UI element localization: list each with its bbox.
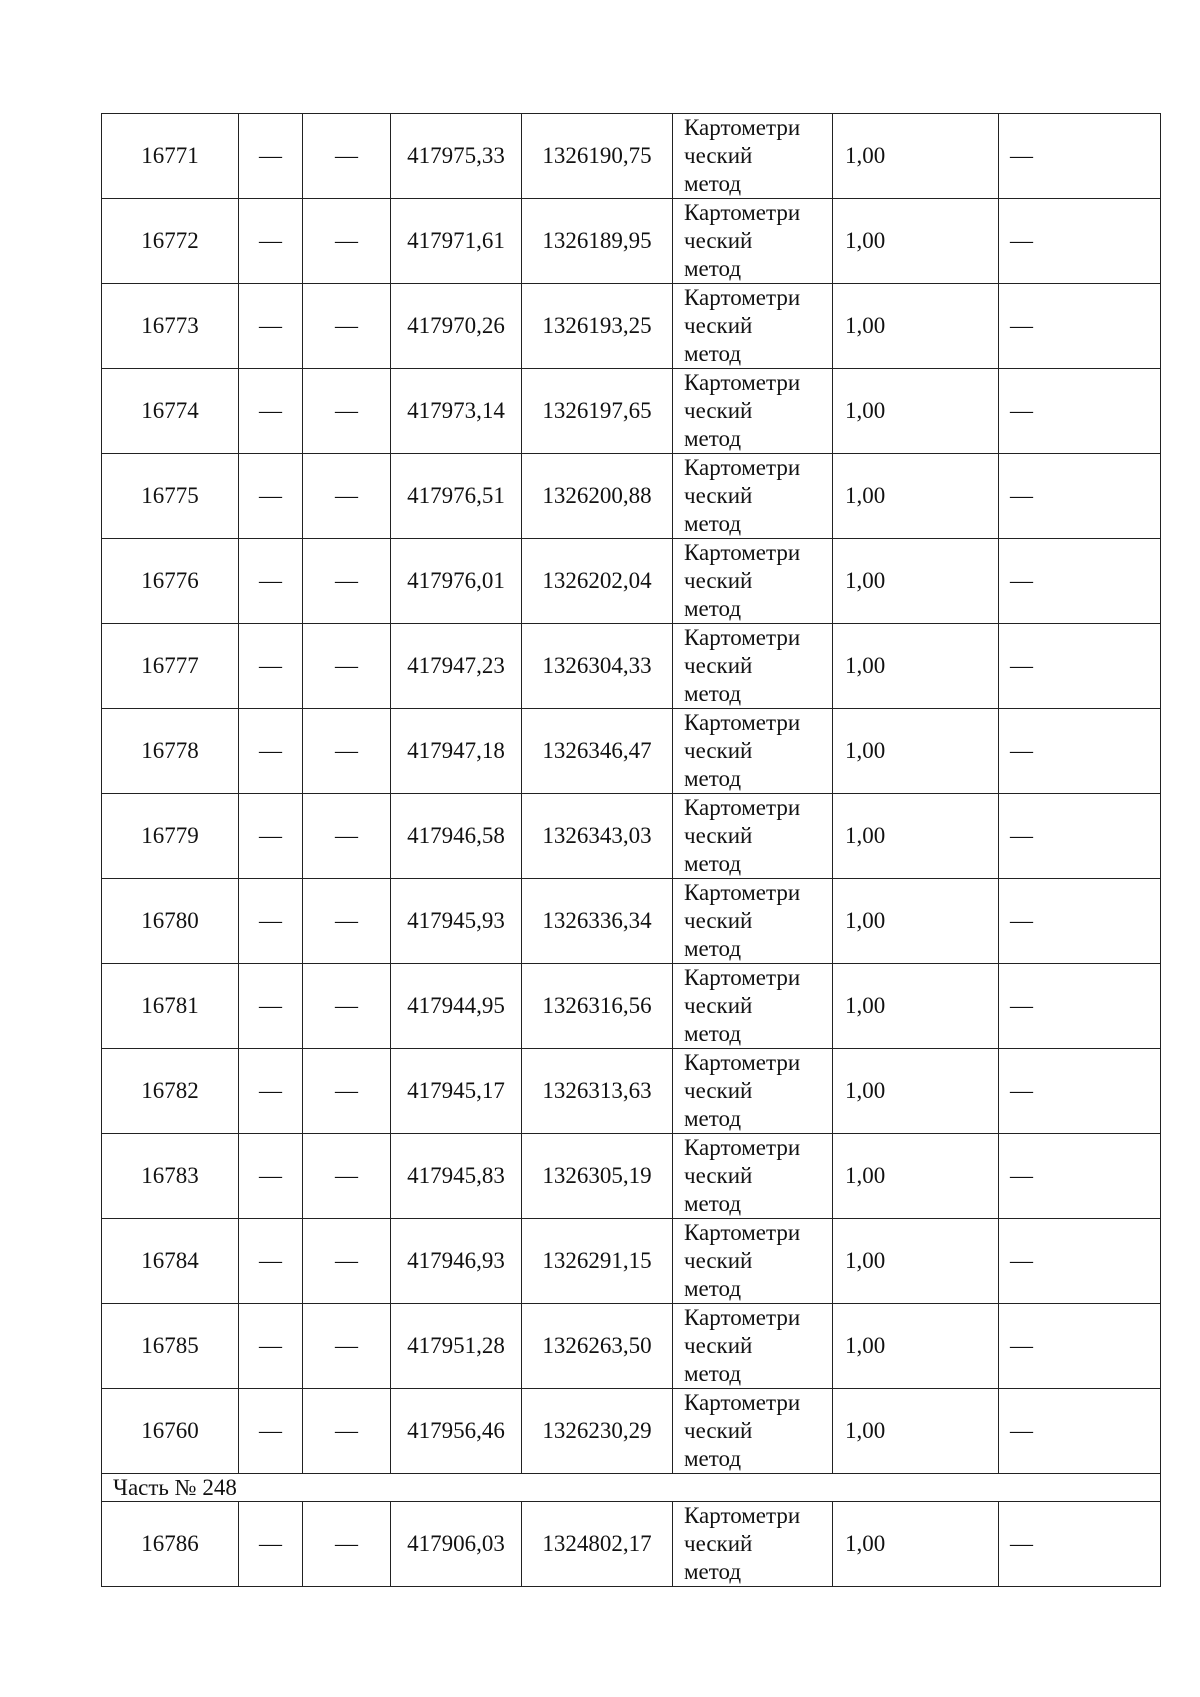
method-text-line: ческий	[684, 483, 753, 508]
method-cell	[673, 454, 833, 539]
method-text-line: Картометри	[684, 1305, 801, 1330]
x-coordinate-cell: 417956,46	[391, 1389, 522, 1474]
empty-value-cell: —	[239, 1304, 303, 1389]
note-cell: —	[999, 1049, 1161, 1134]
note-cell: —	[999, 879, 1161, 964]
note-cell: —	[999, 1219, 1161, 1304]
method-cell	[673, 709, 833, 794]
section-label: Часть № 248	[102, 1474, 1161, 1502]
note-cell: —	[999, 114, 1161, 199]
note-cell: —	[999, 1502, 1161, 1587]
method-text-line: метод	[684, 341, 742, 366]
table-row	[102, 1219, 1161, 1304]
x-coordinate-cell: 417970,26	[391, 284, 522, 369]
empty-value-cell: —	[239, 879, 303, 964]
method-cell	[673, 284, 833, 369]
method-cell	[673, 1219, 833, 1304]
table-row	[102, 879, 1161, 964]
method-text-line: метод	[684, 1106, 742, 1131]
empty-value-cell: —	[239, 199, 303, 284]
method-text-line: метод	[684, 256, 742, 281]
method-text-line: Картометри	[684, 115, 801, 140]
method-text-line: метод	[684, 681, 742, 706]
x-coordinate-cell: 417947,23	[391, 624, 522, 709]
x-coordinate-cell: 417946,93	[391, 1219, 522, 1304]
point-number-cell: 16775	[102, 454, 239, 539]
accuracy-cell: 1,00	[833, 284, 999, 369]
y-coordinate-cell: 1326336,34	[522, 879, 673, 964]
empty-value-cell: —	[303, 1049, 391, 1134]
method-text-line: метод	[684, 1361, 742, 1386]
empty-value-cell: —	[303, 199, 391, 284]
note-cell: —	[999, 284, 1161, 369]
y-coordinate-cell: 1326346,47	[522, 709, 673, 794]
method-text-line: Картометри	[684, 1503, 801, 1528]
method-cell	[673, 1389, 833, 1474]
method-cell	[673, 539, 833, 624]
method-cell	[673, 879, 833, 964]
accuracy-cell: 1,00	[833, 114, 999, 199]
method-text-line: ческий	[684, 1333, 753, 1358]
method-cell	[673, 964, 833, 1049]
method-text-line: Картометри	[684, 880, 801, 905]
method-text-line: метод	[684, 171, 742, 196]
point-number-cell: 16785	[102, 1304, 239, 1389]
method-cell	[673, 369, 833, 454]
table-row	[102, 1304, 1161, 1389]
empty-value-cell: —	[239, 1049, 303, 1134]
empty-value-cell: —	[239, 284, 303, 369]
method-text-line: ческий	[684, 653, 753, 678]
table-row	[102, 454, 1161, 539]
method-text-line: ческий	[684, 738, 753, 763]
method-text-line: Картометри	[684, 1220, 801, 1245]
note-cell: —	[999, 454, 1161, 539]
point-number-cell: 16782	[102, 1049, 239, 1134]
y-coordinate-cell: 1326197,65	[522, 369, 673, 454]
method-text-line: метод	[684, 511, 742, 536]
empty-value-cell: —	[239, 1219, 303, 1304]
x-coordinate-cell: 417945,17	[391, 1049, 522, 1134]
method-text-line: Картометри	[684, 285, 801, 310]
table-row	[102, 1502, 1161, 1587]
method-text-line: метод	[684, 1276, 742, 1301]
method-text-line: Картометри	[684, 540, 801, 565]
table-row	[102, 1389, 1161, 1474]
method-text-line: ческий	[684, 1531, 753, 1556]
y-coordinate-cell: 1326305,19	[522, 1134, 673, 1219]
method-text-line: метод	[684, 851, 742, 876]
method-text-line: Картометри	[684, 455, 801, 480]
empty-value-cell: —	[303, 1304, 391, 1389]
empty-value-cell: —	[239, 624, 303, 709]
empty-value-cell: —	[239, 709, 303, 794]
method-cell	[673, 1134, 833, 1219]
method-text-line: Картометри	[684, 1050, 801, 1075]
method-cell	[673, 794, 833, 879]
method-text-line: метод	[684, 1559, 742, 1584]
method-cell	[673, 1049, 833, 1134]
table-row	[102, 114, 1161, 199]
method-text-line: метод	[684, 596, 742, 621]
method-text-line: Картометри	[684, 200, 801, 225]
table-row	[102, 794, 1161, 879]
note-cell: —	[999, 1304, 1161, 1389]
point-number-cell: 16780	[102, 879, 239, 964]
empty-value-cell: —	[303, 369, 391, 454]
accuracy-cell: 1,00	[833, 1134, 999, 1219]
method-text-line: Картометри	[684, 710, 801, 735]
method-text-line: Картометри	[684, 370, 801, 395]
point-number-cell: 16777	[102, 624, 239, 709]
empty-value-cell: —	[239, 964, 303, 1049]
empty-value-cell: —	[303, 1389, 391, 1474]
accuracy-cell: 1,00	[833, 1219, 999, 1304]
y-coordinate-cell: 1326263,50	[522, 1304, 673, 1389]
empty-value-cell: —	[239, 1502, 303, 1587]
table-row	[102, 284, 1161, 369]
x-coordinate-cell: 417945,83	[391, 1134, 522, 1219]
x-coordinate-cell: 417973,14	[391, 369, 522, 454]
method-text-line: ческий	[684, 568, 753, 593]
x-coordinate-cell: 417944,95	[391, 964, 522, 1049]
table-row	[102, 199, 1161, 284]
x-coordinate-cell: 417976,51	[391, 454, 522, 539]
method-text-line: метод	[684, 1446, 742, 1471]
y-coordinate-cell: 1326291,15	[522, 1219, 673, 1304]
method-text-line: Картометри	[684, 625, 801, 650]
point-number-cell: 16781	[102, 964, 239, 1049]
point-number-cell: 16772	[102, 199, 239, 284]
y-coordinate-cell: 1326343,03	[522, 794, 673, 879]
note-cell: —	[999, 199, 1161, 284]
accuracy-cell: 1,00	[833, 709, 999, 794]
x-coordinate-cell: 417976,01	[391, 539, 522, 624]
accuracy-cell: 1,00	[833, 964, 999, 1049]
method-text-line: метод	[684, 936, 742, 961]
method-text-line: ческий	[684, 908, 753, 933]
method-text-line: ческий	[684, 993, 753, 1018]
section-header-row	[102, 1474, 1161, 1502]
x-coordinate-cell: 417971,61	[391, 199, 522, 284]
x-coordinate-cell: 417946,58	[391, 794, 522, 879]
table-row	[102, 709, 1161, 794]
method-text-line: ческий	[684, 228, 753, 253]
empty-value-cell: —	[303, 964, 391, 1049]
point-number-cell: 16773	[102, 284, 239, 369]
point-number-cell: 16778	[102, 709, 239, 794]
table-row	[102, 369, 1161, 454]
method-text-line: ческий	[684, 1248, 753, 1273]
y-coordinate-cell: 1324802,17	[522, 1502, 673, 1587]
note-cell: —	[999, 964, 1161, 1049]
method-cell	[673, 1502, 833, 1587]
y-coordinate-cell: 1326189,95	[522, 199, 673, 284]
method-text-line: ческий	[684, 398, 753, 423]
accuracy-cell: 1,00	[833, 794, 999, 879]
empty-value-cell: —	[303, 624, 391, 709]
method-text-line: метод	[684, 766, 742, 791]
x-coordinate-cell: 417951,28	[391, 1304, 522, 1389]
empty-value-cell: —	[239, 794, 303, 879]
note-cell: —	[999, 794, 1161, 879]
table-row	[102, 539, 1161, 624]
y-coordinate-cell: 1326230,29	[522, 1389, 673, 1474]
empty-value-cell: —	[239, 114, 303, 199]
y-coordinate-cell: 1326200,88	[522, 454, 673, 539]
y-coordinate-cell: 1326193,25	[522, 284, 673, 369]
note-cell: —	[999, 369, 1161, 454]
x-coordinate-cell: 417945,93	[391, 879, 522, 964]
accuracy-cell: 1,00	[833, 1304, 999, 1389]
empty-value-cell: —	[303, 709, 391, 794]
table-row	[102, 1049, 1161, 1134]
accuracy-cell: 1,00	[833, 369, 999, 454]
method-text-line: ческий	[684, 823, 753, 848]
y-coordinate-cell: 1326313,63	[522, 1049, 673, 1134]
method-text-line: Картометри	[684, 795, 801, 820]
accuracy-cell: 1,00	[833, 1049, 999, 1134]
method-cell	[673, 114, 833, 199]
point-number-cell: 16774	[102, 369, 239, 454]
method-text-line: ческий	[684, 143, 753, 168]
empty-value-cell: —	[303, 1502, 391, 1587]
point-number-cell: 16786	[102, 1502, 239, 1587]
accuracy-cell: 1,00	[833, 539, 999, 624]
table-row	[102, 964, 1161, 1049]
method-text-line: метод	[684, 1191, 742, 1216]
empty-value-cell: —	[303, 1219, 391, 1304]
method-text-line: Картометри	[684, 1390, 801, 1415]
method-cell	[673, 1304, 833, 1389]
empty-value-cell: —	[303, 454, 391, 539]
note-cell: —	[999, 1134, 1161, 1219]
method-cell	[673, 624, 833, 709]
point-number-cell: 16776	[102, 539, 239, 624]
x-coordinate-cell: 417906,03	[391, 1502, 522, 1587]
point-number-cell: 16783	[102, 1134, 239, 1219]
y-coordinate-cell: 1326190,75	[522, 114, 673, 199]
method-text-line: метод	[684, 1021, 742, 1046]
point-number-cell: 16760	[102, 1389, 239, 1474]
method-text-line: Картометри	[684, 965, 801, 990]
y-coordinate-cell: 1326304,33	[522, 624, 673, 709]
empty-value-cell: —	[239, 1389, 303, 1474]
empty-value-cell: —	[239, 454, 303, 539]
note-cell: —	[999, 709, 1161, 794]
method-text-line: метод	[684, 426, 742, 451]
empty-value-cell: —	[239, 539, 303, 624]
empty-value-cell: —	[239, 369, 303, 454]
method-text-line: ческий	[684, 1078, 753, 1103]
method-text-line: Картометри	[684, 1135, 801, 1160]
empty-value-cell: —	[303, 284, 391, 369]
note-cell: —	[999, 539, 1161, 624]
accuracy-cell: 1,00	[833, 624, 999, 709]
method-cell	[673, 199, 833, 284]
accuracy-cell: 1,00	[833, 199, 999, 284]
accuracy-cell: 1,00	[833, 879, 999, 964]
point-number-cell: 16784	[102, 1219, 239, 1304]
table-row	[102, 1134, 1161, 1219]
empty-value-cell: —	[303, 114, 391, 199]
y-coordinate-cell: 1326316,56	[522, 964, 673, 1049]
method-text-line: ческий	[684, 313, 753, 338]
coordinates-table	[101, 113, 1161, 1587]
empty-value-cell: —	[303, 794, 391, 879]
note-cell: —	[999, 624, 1161, 709]
accuracy-cell: 1,00	[833, 1502, 999, 1587]
method-text-line: ческий	[684, 1418, 753, 1443]
empty-value-cell: —	[303, 879, 391, 964]
x-coordinate-cell: 417975,33	[391, 114, 522, 199]
point-number-cell: 16771	[102, 114, 239, 199]
accuracy-cell: 1,00	[833, 454, 999, 539]
empty-value-cell: —	[303, 1134, 391, 1219]
method-text-line: ческий	[684, 1163, 753, 1188]
empty-value-cell: —	[303, 539, 391, 624]
accuracy-cell: 1,00	[833, 1389, 999, 1474]
empty-value-cell: —	[239, 1134, 303, 1219]
note-cell: —	[999, 1389, 1161, 1474]
table-row	[102, 624, 1161, 709]
point-number-cell: 16779	[102, 794, 239, 879]
y-coordinate-cell: 1326202,04	[522, 539, 673, 624]
x-coordinate-cell: 417947,18	[391, 709, 522, 794]
